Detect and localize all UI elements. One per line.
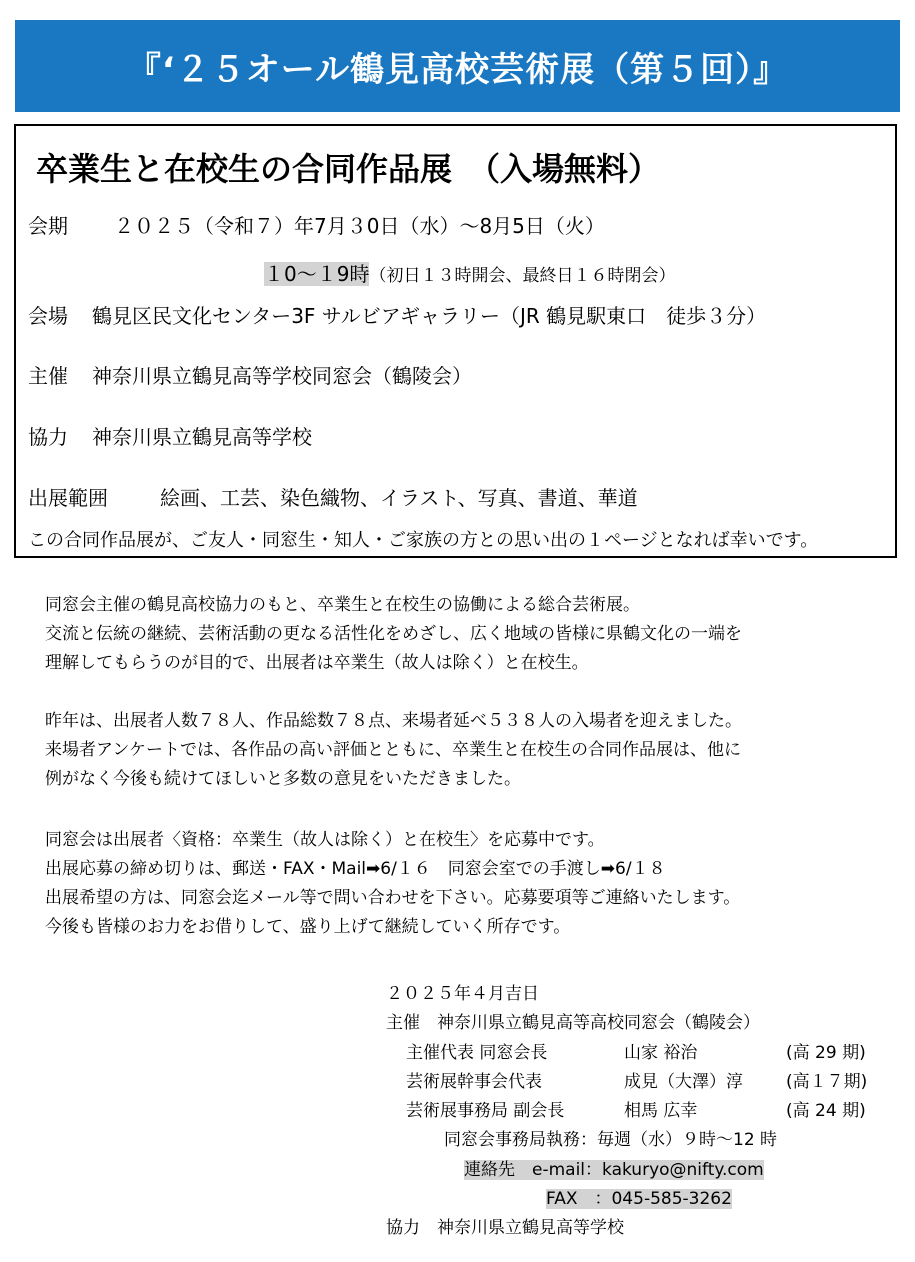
closing-message: この合同作品展が、ご友人・同窓生・知人・ご家族の方との思い出の１ページとなれば幸いです。 bbox=[28, 530, 819, 551]
paragraph-last-year bbox=[45, 707, 742, 794]
period-label: 会期 bbox=[28, 214, 68, 238]
staff-row bbox=[386, 1068, 868, 1097]
hours-row bbox=[264, 258, 675, 287]
banner-title: 『‘２５オール鶴見高校芸術展（第５回）』 bbox=[126, 49, 789, 90]
staff-name: 山家 裕治 bbox=[624, 1042, 698, 1063]
footer-host: 主催 神奈川県立鶴見高等高校同窓会（鶴陵会） bbox=[386, 1013, 760, 1034]
staff-role: 芸術展幹事会代表 bbox=[406, 1071, 542, 1092]
footer-block bbox=[386, 980, 868, 1244]
paragraph-line: 来場者アンケートでは、各作品の高い評価とともに、卒業生と在校生の合同作品展は、他に bbox=[45, 740, 741, 760]
coop-row bbox=[28, 421, 312, 450]
staff-term: (高 24 期) bbox=[786, 1101, 866, 1122]
paragraph-line: 例がなく今後も続けてほしいと多数の意見をいただきました。 bbox=[45, 769, 521, 789]
venue-label: 会場 bbox=[28, 304, 68, 328]
staff-role: 主催代表 同窓会長 bbox=[406, 1042, 548, 1063]
staff-term: (高１７期) bbox=[786, 1071, 868, 1092]
paragraph-line: 交流と伝統の継続、芸術活動の更なる活性化をめざし、広く地域の皆様に県鶴文化の一端を bbox=[45, 624, 742, 644]
categories-value: 絵画、工芸、染色織物、イラスト、写真、書道、華道 bbox=[160, 486, 638, 510]
staff-name: 相馬 広幸 bbox=[624, 1101, 698, 1122]
paragraph-purpose bbox=[45, 591, 742, 678]
hours-time: １0～１9時 bbox=[264, 262, 370, 286]
hours-note: （初日１３時開会、最終日１６時閉会） bbox=[369, 266, 676, 286]
paragraph-line: 同窓会主催の鶴見高校協力のもと、卒業生と在校生の協働による総合芸術展。 bbox=[45, 595, 640, 615]
paragraph-recruitment bbox=[45, 826, 740, 942]
paragraph-line: 理解してもらうのが目的で、出展者は卒業生（故人は除く）と在校生。 bbox=[45, 653, 589, 673]
staff-row bbox=[386, 1039, 866, 1068]
footer-coop: 協力 神奈川県立鶴見高等学校 bbox=[386, 1218, 624, 1239]
paragraph-line: 昨年は、出展者人数７８人、作品総数７８点、来場者延べ５３８人の入場者を迎えました。 bbox=[45, 711, 742, 731]
paragraph-line: 出展希望の方は、同窓会迄メール等で問い合わせを下さい。応募要項等ご連絡いたします。 bbox=[45, 888, 741, 908]
paragraph-line: 今後も皆様のお力をお借りして、盛り上げて継続していく所存です。 bbox=[45, 917, 571, 937]
host-row bbox=[28, 360, 472, 389]
coop-value: 神奈川県立鶴見高等学校 bbox=[92, 425, 312, 449]
staff-term: (高 29 期) bbox=[786, 1042, 866, 1063]
period-value: ２０２５（令和７）年7月３0日（水）～8月5日（火） bbox=[114, 214, 605, 238]
host-label: 主催 bbox=[28, 364, 68, 388]
categories-row bbox=[28, 482, 638, 511]
banner bbox=[15, 20, 900, 112]
office-hours: 同窓会事務局執務：毎週（水）９時～12 時 bbox=[444, 1130, 778, 1151]
coop-label: 協力 bbox=[28, 425, 68, 449]
event-headline: 卒業生と在校生の合同作品展 （入場無料） bbox=[36, 150, 661, 188]
contact-fax-row bbox=[386, 1185, 777, 1214]
footer-date: ２０２５年４月吉日 bbox=[386, 984, 539, 1004]
venue-row bbox=[28, 300, 766, 329]
paragraph-line: 同窓会は出展者〈資格：卒業生（故人は除く）と在校生〉を応募中です。 bbox=[45, 830, 605, 850]
staff-row bbox=[386, 1097, 866, 1126]
event-info-box bbox=[14, 124, 897, 558]
categories-label: 出展範囲 bbox=[28, 486, 108, 510]
contact-email-row bbox=[386, 1156, 777, 1185]
staff-name: 成見（大澤）淳 bbox=[624, 1071, 743, 1092]
venue-value: 鶴見区民文化センター3F サルビアギャラリー（JR 鶴見駅東口 徒歩３分） bbox=[92, 304, 767, 328]
paragraph-line: 出展応募の締め切りは、郵送・FAX・Mail➡6/１６ 同窓会室での手渡し➡6/１８ bbox=[45, 859, 666, 879]
period-row bbox=[28, 210, 605, 239]
host-value: 神奈川県立鶴見高等学校同窓会（鶴陵会） bbox=[92, 364, 472, 388]
contact-email: 連絡先 e-mail：kakuryo@nifty.com bbox=[464, 1159, 764, 1180]
staff-role: 芸術展事務局 副会長 bbox=[406, 1101, 565, 1122]
contact-fax: FAX ：045-585-3262 bbox=[546, 1189, 732, 1210]
